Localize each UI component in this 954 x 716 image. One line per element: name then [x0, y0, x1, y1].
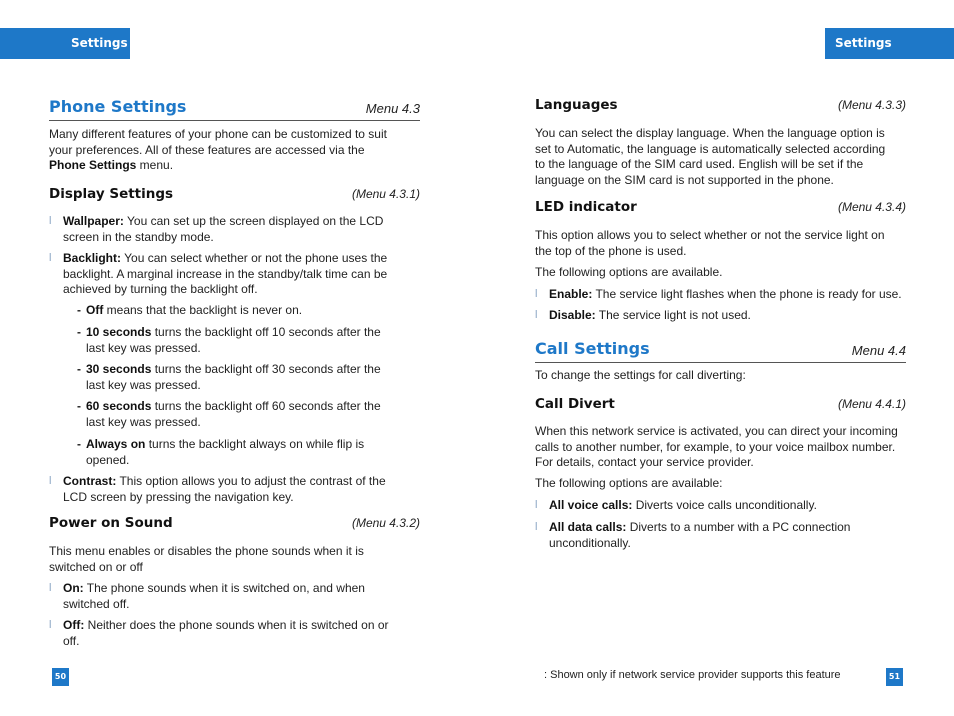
dash-icon: -	[77, 325, 81, 339]
header-label-right: Settings	[835, 36, 892, 50]
option-10-line-2: last key was pressed.	[86, 340, 201, 355]
dash-icon: -	[77, 362, 81, 376]
languages-heading: Languages	[535, 97, 618, 113]
bullet-icon: l	[49, 582, 52, 594]
header-label-left: Settings	[71, 36, 128, 50]
led-heading: LED indicator	[535, 199, 637, 215]
wallpaper-label: Wallpaper:	[63, 214, 124, 228]
intro-bold: Phone Settings	[49, 158, 137, 172]
dash-icon: -	[77, 437, 81, 451]
intro-line-1: Many different features of your phone can be customized to suit	[49, 127, 387, 141]
languages-desc	[535, 126, 907, 188]
contrast-text: This option allows you to adjust the contrast of the	[116, 474, 386, 488]
backlight-line-2: backlight. A marginal increase in the standby/talk time can be	[63, 266, 388, 281]
led-options-intro: The following options are available.	[535, 265, 723, 279]
divert-voice-label: All voice calls:	[549, 498, 633, 512]
divert-line-3: For details, contact your service provider.	[535, 455, 754, 469]
languages-menu: (Menu 4.3.3)	[837, 98, 906, 112]
page-number-right-text: 51	[888, 672, 901, 681]
option-60-line-2: last key was pressed.	[86, 414, 201, 429]
backlight-text: You can select whether or not the phone uses the	[121, 251, 388, 265]
display-settings-menu: (Menu 4.3.1)	[351, 187, 420, 201]
bullet-icon: l	[535, 521, 538, 533]
divert-options-intro: The following options are available:	[535, 476, 723, 490]
languages-line-2: set to Automatic, the language is automatically selected according	[535, 141, 886, 156]
power-on-item	[49, 581, 405, 612]
bullet-icon: l	[535, 309, 538, 321]
option-always-label: Always on	[86, 437, 146, 451]
option-30-text: turns the backlight off 30 seconds after the	[151, 362, 381, 376]
option-off-text: means that the backlight is never on.	[103, 303, 303, 317]
option-always-on	[77, 437, 407, 468]
bullet-icon: l	[535, 499, 538, 511]
option-10-label: 10 seconds	[86, 325, 152, 339]
call-settings-title-row	[535, 339, 906, 363]
wallpaper-item	[49, 214, 405, 245]
led-line-2: the top of the phone is used.	[535, 243, 687, 258]
option-off	[77, 303, 407, 319]
led-enable-item	[535, 287, 915, 303]
led-disable-label: Disable:	[549, 308, 596, 322]
footnote: : Shown only if network service provider supports this feature	[544, 669, 841, 681]
divert-data-text: Diverts to a number with a PC connection	[626, 520, 851, 534]
option-always-line-2: opened.	[86, 452, 130, 467]
led-line-1: This option allows you to select whether or not the service light on	[535, 228, 885, 242]
languages-line-4: language on the SIM card is not supported in the phone.	[535, 172, 834, 187]
backlight-line-1	[63, 251, 405, 267]
wallpaper-text: You can set up the screen displayed on the LCD	[123, 214, 384, 228]
call-divert-heading-row	[535, 396, 906, 412]
display-settings-heading: Display Settings	[49, 186, 174, 202]
divert-voice-item	[535, 498, 891, 514]
intro-line-3	[49, 158, 409, 174]
bullet-icon: l	[49, 215, 52, 227]
led-disable-item	[535, 308, 891, 324]
wallpaper-line-2: screen in the standby mode.	[63, 229, 214, 244]
power-off-text: Neither does the phone sounds when it is switched on or	[84, 618, 389, 632]
power-on-sound-heading: Power on Sound	[49, 515, 173, 531]
power-on-text: The phone sounds when it is switched on, and when	[83, 581, 365, 595]
option-always-text: turns the backlight always on while flip is	[145, 437, 365, 451]
languages-line-3: to the language of the SIM card used. English will be set if the	[535, 157, 864, 171]
contrast-label: Contrast:	[63, 474, 117, 488]
divert-data-item	[535, 520, 891, 551]
option-60-label: 60 seconds	[86, 399, 152, 413]
call-divert-menu: (Menu 4.4.1)	[837, 397, 906, 411]
header-tab-left	[0, 28, 130, 59]
led-disable-text: The service light is not used.	[595, 308, 751, 322]
option-10-text: turns the backlight off 10 seconds after the	[151, 325, 381, 339]
dash-icon: -	[77, 303, 81, 317]
phone-settings-intro	[49, 127, 409, 174]
led-enable-label: Enable:	[549, 287, 593, 301]
call-divert-heading: Call Divert	[535, 396, 615, 412]
option-30-label: 30 seconds	[86, 362, 152, 376]
page-number-right	[886, 668, 903, 686]
option-30-line-2: last key was pressed.	[86, 377, 201, 392]
divert-line-1: When this network service is activated, you can direct your incoming	[535, 424, 898, 438]
call-divert-desc	[535, 424, 911, 471]
wallpaper-line-1	[63, 214, 405, 230]
option-30-seconds	[77, 362, 407, 393]
header-tab-right	[825, 28, 954, 59]
divert-line-2: calls to another number, for example, to your voice mailbox number.	[535, 439, 896, 454]
contrast-item	[49, 474, 405, 505]
option-60-seconds	[77, 399, 407, 430]
page-number-left	[52, 668, 69, 686]
power-on-label: On:	[63, 581, 84, 595]
backlight-item	[49, 251, 405, 298]
power-on-sound-heading-row	[49, 515, 420, 531]
languages-heading-row	[535, 97, 906, 113]
bullet-icon: l	[49, 475, 52, 487]
languages-line-1: You can select the display language. When the language option is	[535, 126, 885, 140]
page-number-left-text: 50	[54, 672, 67, 681]
led-enable-text: The service light flashes when the phone is ready for use.	[592, 287, 902, 301]
power-on-sound-menu: (Menu 4.3.2)	[351, 516, 420, 530]
phone-settings-menu: Menu 4.3	[365, 101, 420, 116]
power-desc-line-2: switched on or off	[49, 559, 143, 574]
divert-data-label: All data calls:	[549, 520, 627, 534]
display-settings-heading-row	[49, 186, 420, 202]
led-menu: (Menu 4.3.4)	[837, 200, 906, 214]
phone-settings-title-row	[49, 97, 420, 121]
contrast-line-2: LCD screen by pressing the navigation key.	[63, 489, 294, 504]
call-settings-title: Call Settings	[535, 339, 650, 358]
backlight-label: Backlight:	[63, 251, 122, 265]
backlight-line-3: achieved by turning the backlight off.	[63, 282, 258, 296]
option-10-seconds	[77, 325, 407, 356]
call-settings-menu: Menu 4.4	[851, 343, 906, 358]
power-on-line-2: switched off.	[63, 596, 130, 611]
divert-data-line-2: unconditionally.	[549, 535, 631, 550]
divert-voice-text: Diverts voice calls unconditionally.	[632, 498, 817, 512]
phone-settings-title: Phone Settings	[49, 97, 187, 116]
bullet-icon: l	[49, 619, 52, 631]
bullet-icon: l	[535, 288, 538, 300]
led-desc	[535, 228, 907, 259]
power-off-item	[49, 618, 405, 649]
led-heading-row	[535, 199, 906, 215]
intro-line-2: your preferences. All of these features are accessed via the	[49, 142, 365, 157]
option-60-text: turns the backlight off 60 seconds after the	[151, 399, 381, 413]
bullet-icon: l	[49, 252, 52, 264]
power-on-sound-desc	[49, 544, 409, 575]
intro-rest: menu.	[136, 158, 174, 172]
call-settings-intro: To change the settings for call diverting:	[535, 368, 746, 382]
dash-icon: -	[77, 399, 81, 413]
option-off-label: Off	[86, 303, 104, 317]
power-off-label: Off:	[63, 618, 85, 632]
power-off-line-2: off.	[63, 633, 80, 648]
power-desc-line-1: This menu enables or disables the phone sounds when it is	[49, 544, 364, 558]
